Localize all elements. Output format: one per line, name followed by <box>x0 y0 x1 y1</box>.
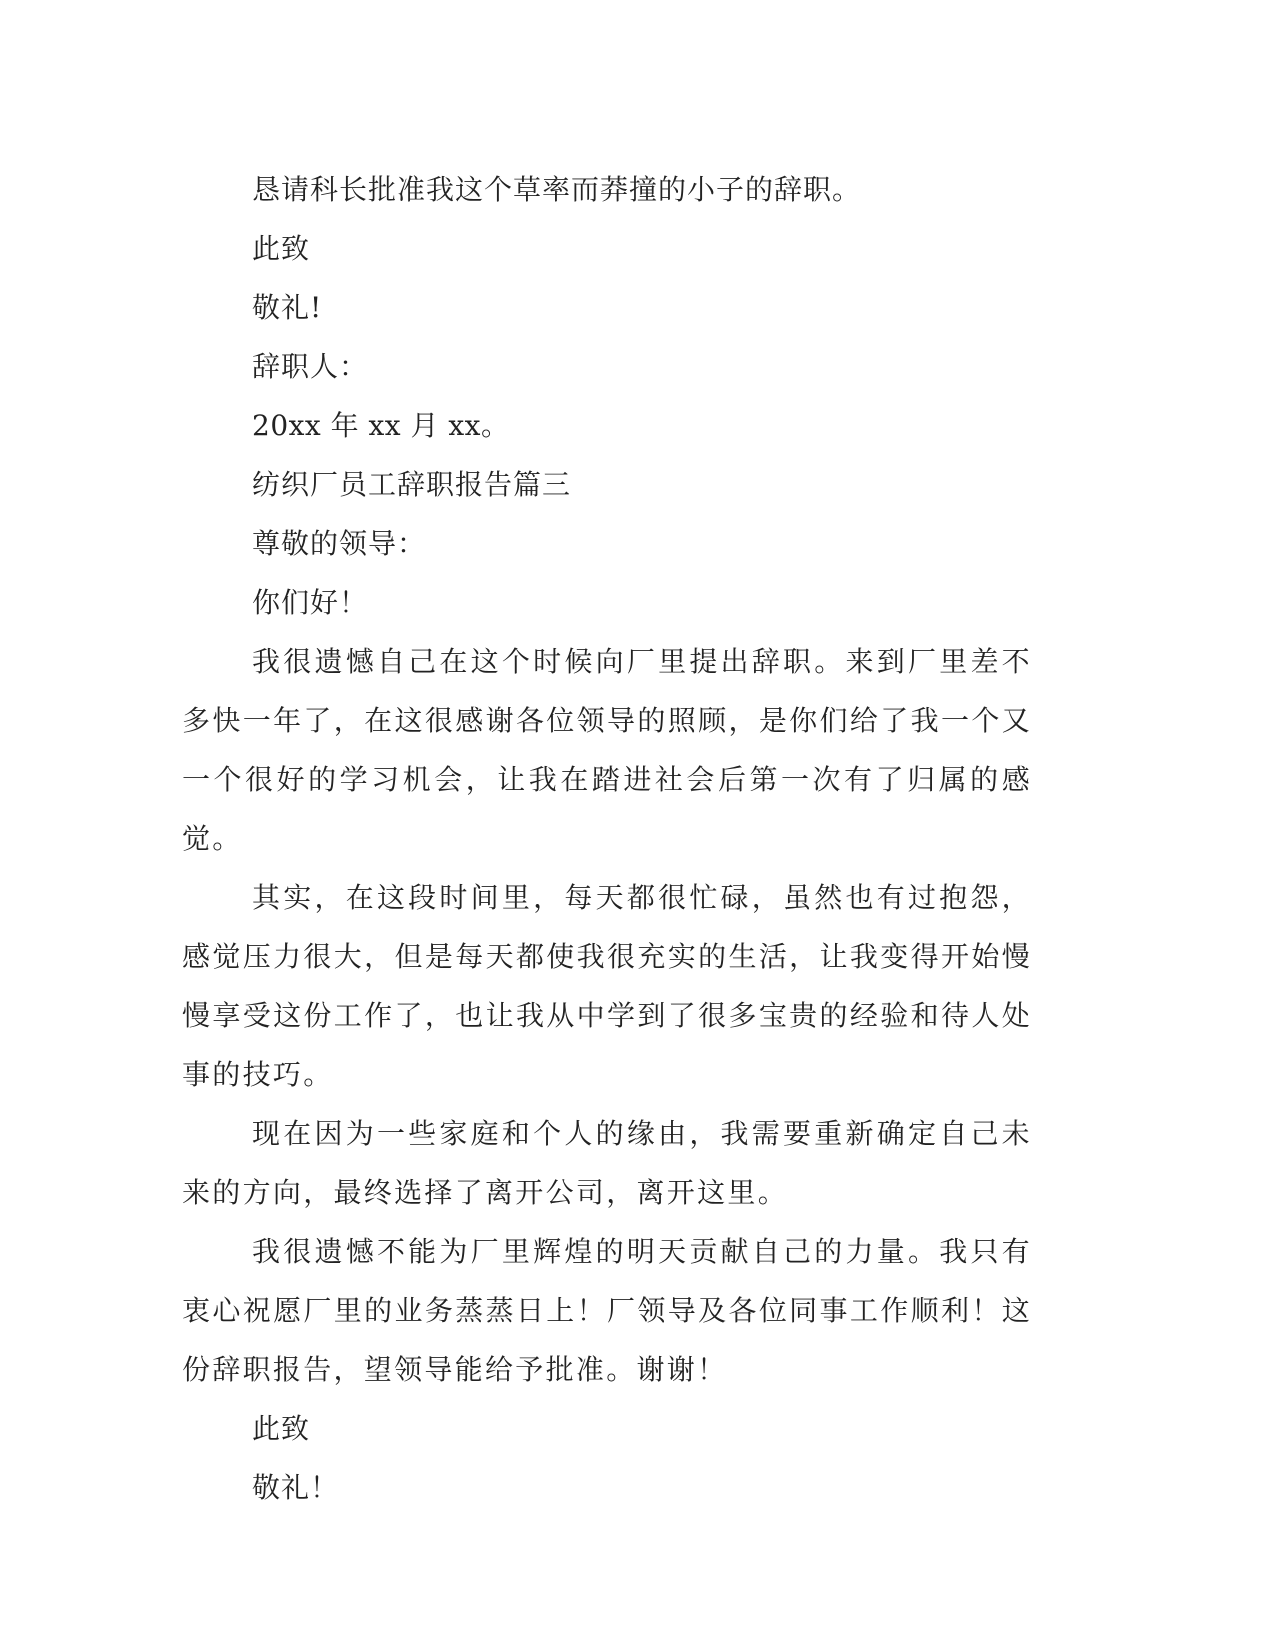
salutation-cizhi: 此致 <box>252 232 311 265</box>
body-paragraph-4: 我很遗憾不能为厂里辉煌的明天贡献自己的力量。我只有衷心祝愿厂里的业务蒸蒸日上！厂领导及各位同事工作顺利！这份辞职报告，望领导能给予批准。谢谢！ <box>182 1235 1032 1386</box>
body-paragraph-2: 其实，在这段时间里，每天都很忙碌，虽然也有过抱怨，感觉压力很大，但是每天都使我很充实的生活，让我变得开始慢慢享受这份工作了，也让我从中学到了很多宝贵的经验和待人处事的技巧。 <box>182 881 1032 1091</box>
greeting-hello: 你们好！ <box>252 586 369 619</box>
closing-cizhi: 此致 <box>252 1412 311 1445</box>
resigner-label: 辞职人： <box>252 350 369 383</box>
section-title: 纺织厂员工辞职报告篇三 <box>252 468 572 501</box>
date-line: 20xx 年 xx 月 xx。 <box>252 409 510 442</box>
salutation-jingli: 敬礼! <box>252 291 323 324</box>
body-paragraph-1: 我很遗憾自己在这个时候向厂里提出辞职。来到厂里差不多快一年了，在这很感谢各位领导的照顾，是你们给了我一个又一个很好的学习机会，让我在踏进社会后第一次有了归属的感觉。 <box>182 645 1032 855</box>
greeting-addressee: 尊敬的领导： <box>252 527 427 560</box>
document-body <box>182 160 1032 1517</box>
approval-request-line: 恳请科长批准我这个草率而莽撞的小子的辞职。 <box>252 173 862 206</box>
body-paragraph-3: 现在因为一些家庭和个人的缘由，我需要重新确定自己未来的方向，最终选择了离开公司，离开这里。 <box>182 1117 1032 1209</box>
closing-jingli: 敬礼！ <box>252 1471 340 1504</box>
